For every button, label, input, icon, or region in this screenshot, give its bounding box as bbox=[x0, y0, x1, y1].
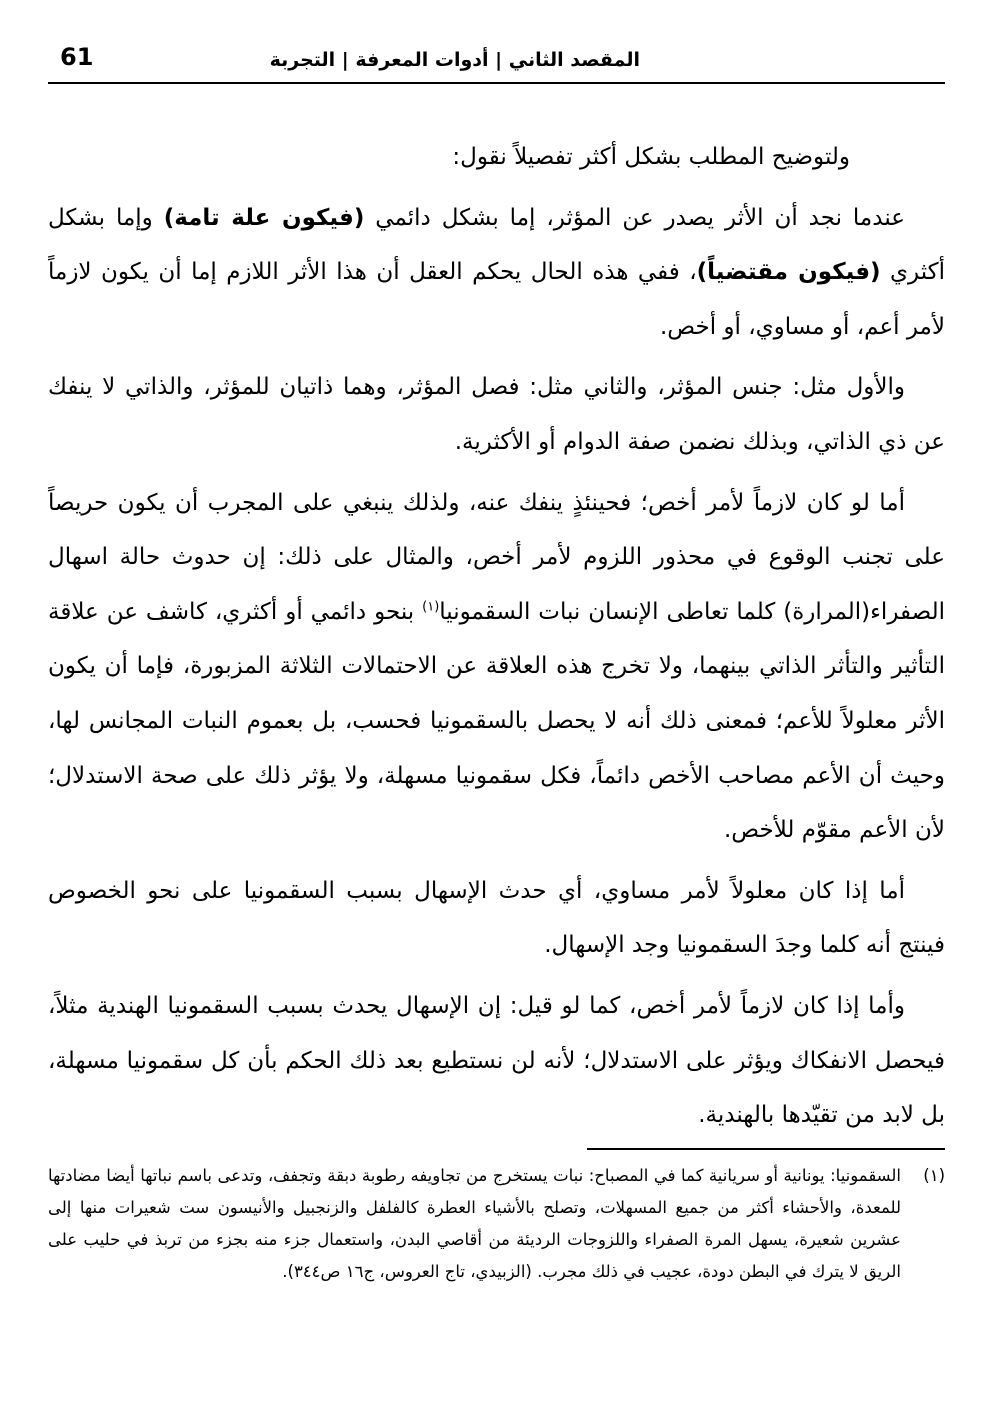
paragraph-specific-cause: وأما إذا كان لازماً لأمر أخص، كما لو قيل: إن الإسهال يحدث بسبب السقمونيا الهندية مثلاً، فيحصل الانفكاك ويؤثر على الاستدلال؛ لأنه لن نستطيع بعد ذلك الحكم بأن كل سقمونيا مسهلة، بل لابد من تقيّدها بالهندية. bbox=[48, 992, 945, 1129]
footnote-text: السقمونيا: يونانية أو سريانية كما في المصباح: نبات يستخرج من تجاويفه رطوبة دبقة وتجفف، وتدعى باسم نباتها أيضا مضادتها للمعدة، والأحشاء أكثر من جميع المسهلات، وتصلح بالأشياء العطرة كالفلفل والزنجبيل والأنيسون ست شعيرات منها إلى عشرين شعيرة، يسهل المرة الصفراء واللزوجات الرديئة من أقاصي البدن، واستعمال جزء منه بجزء من تربذ في حليب على الريق لا يترك في البطن دودة، عجيب في ذلك مجرب. (الزبيدي، تاج العروس، ج١٦ ص٣٤٤). bbox=[48, 1166, 901, 1281]
paragraph-text: ، ففي هذه الحال يحكم العقل أن هذا الأثر اللازم إما أن يكون لازماً لأمر أعم، أو مساوي، أو أخص. bbox=[48, 259, 945, 340]
paragraph-text: وإما بشكل أكثري bbox=[48, 204, 945, 286]
bold-term-complete-cause: (فيكون علة تامة) bbox=[163, 204, 365, 231]
paragraph-text: عندما نجد أن الأثر يصدر عن المؤثر، إما بشكل دائمي bbox=[364, 204, 905, 231]
body-text bbox=[48, 130, 945, 1149]
page-header bbox=[48, 38, 945, 88]
footnote-marker: (١) bbox=[923, 1166, 945, 1185]
paragraph-text: أما لو كان لازماً لأمر أخص؛ فحينئذٍ ينفك عنه، ولذلك ينبغي على المجرب أن يكون حريصاً على تجنب الوقوع في محذور اللزوم لأمر أخص، والمثال على ذلك: إن حدوث حالة اسهال الصفراء(المرارة) كلما تعاطى الإنسان نبات السقمونيا bbox=[48, 489, 945, 625]
page-number: 61 bbox=[60, 43, 94, 71]
footnote-item bbox=[48, 1160, 945, 1288]
paragraph-intro: ولتوضيح المطلب بشكل أكثر تفصيلاً نقول: bbox=[452, 144, 850, 170]
footnote-separator bbox=[587, 1148, 945, 1150]
header-rule bbox=[48, 82, 945, 84]
running-head: المقصد الثاني | أدوات المعرفة | التجربة bbox=[269, 49, 640, 71]
footnotes bbox=[48, 1160, 945, 1288]
footnote-reference[interactable]: (١) bbox=[422, 599, 440, 615]
paragraph-specific-concomitant bbox=[48, 476, 945, 858]
paragraph-equal-cause: أما إذا كان معلولاً لأمر مساوي، أي حدث الإسهال بسبب السقمونيا على نحو الخصوص فينتج أنه كلما وجدَ السقمونيا وجد الإسهال. bbox=[48, 877, 945, 959]
paragraph-cause-types bbox=[48, 191, 945, 355]
paragraph-genus-differentia: والأول مثل: جنس المؤثر، والثاني مثل: فصل المؤثر، وهما ذاتيان للمؤثر، والذاتي لا ينفك عن ذي الذاتي، وبذلك نضمن صفة الدوام أو الأكثرية. bbox=[48, 374, 945, 455]
paragraph-text: بنحو دائمي أو أكثري، كاشف عن علاقة التأثير والتأثر الذاتي بينهما، ولا تخرج هذه العلاقة عن الاحتمالات الثلاثة المزبورة، فإما أن يكون الأثر معلولاً للأعم؛ فمعنى ذلك أنه لا يحصل بالسقمونيا فحسب، بل بعموم النبات المجانس لها، وحيث أن الأعم مصاحب الأخص دائماً، فكل سقمونيا مسهلة، ولا يؤثر ذلك على صحة الاستدلال؛ لأن الأعم مقوّم للأخص. bbox=[48, 598, 945, 844]
bold-term-requisite: (فيكون مقتضياً) bbox=[696, 259, 881, 286]
